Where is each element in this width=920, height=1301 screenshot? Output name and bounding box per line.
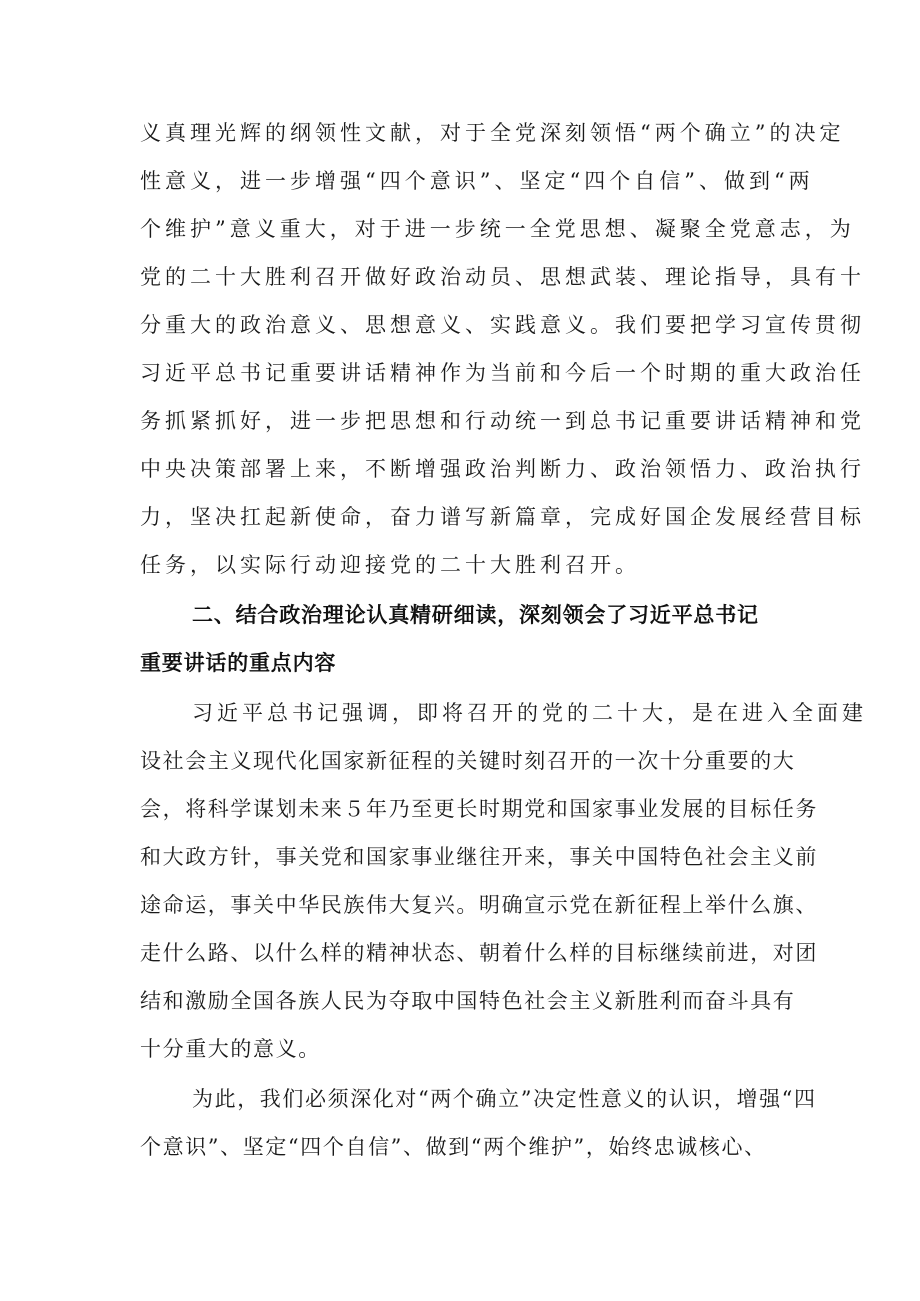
heading-line: 重要讲话的重点内容: [140, 651, 337, 675]
text-line: 性意义，进一步增强“四个意识”、坚定“四个自信”、做到“两: [140, 169, 814, 193]
text-line: 习近平总书记强调，即将召开的党的二十大，是在进入全面建: [192, 701, 867, 725]
text-line: 习近平总书记重要讲话精神作为当前和今后一个时期的重大政治任: [140, 361, 865, 385]
text-line: 任务，以实际行动迎接党的二十大胜利召开。: [140, 553, 640, 577]
text-line: 结和激励全国各族人民为夺取中国特色社会主义新胜利而奋斗具有: [140, 989, 796, 1013]
text-line: 务抓紧抓好，进一步把思想和行动统一到总书记重要讲话精神和党: [140, 409, 865, 433]
text-line: 力，坚决扛起新使命，奋力谱写新篇章，完成好国企发展经营目标: [140, 505, 865, 529]
text-line: 中央决策部署上来，不断增强政治判断力、政治领悟力、政治执行: [140, 457, 865, 481]
text-line: 会，将科学谋划未来５年乃至更长时期党和国家事业发展的目标任务: [140, 797, 818, 821]
text-line: 设社会主义现代化国家新征程的关键时刻召开的一次十分重要的大: [140, 749, 796, 773]
text-line: 途命运，事关中华民族伟大复兴。明确宣示党在新征程上举什么旗、: [140, 893, 818, 917]
text-line: 分重大的政治意义、思想意义、实践意义。我们要把学习宣传贯彻: [140, 313, 865, 337]
text-line: 和大政方针，事关党和国家事业继往开来，事关中国特色社会主义前: [140, 845, 818, 869]
text-line: 十分重大的意义。: [140, 1037, 321, 1061]
heading-line: 二、结合政治理论认真精研细读，深刻领会了习近平总书记: [192, 603, 759, 627]
text-line: 个维护”意义重大，对于进一步统一全党思想、凝聚全党意志，为: [140, 217, 855, 241]
text-line: 走什么路、以什么样的精神状态、朝着什么样的目标继续前进，对团: [140, 941, 818, 965]
text-line: 个意识”、坚定“四个自信”、做到“两个维护”，始终忠诚核心、: [140, 1135, 767, 1159]
text-line: 为此，我们必须深化对“两个确立”决定性意义的认识，增强“四: [192, 1087, 817, 1111]
text-line: 义真理光辉的纲领性文献，对于全党深刻领悟“两个确立”的决定: [140, 121, 845, 145]
text-line: 党的二十大胜利召开做好政治动员、思想武装、理论指导，具有十: [140, 265, 865, 289]
